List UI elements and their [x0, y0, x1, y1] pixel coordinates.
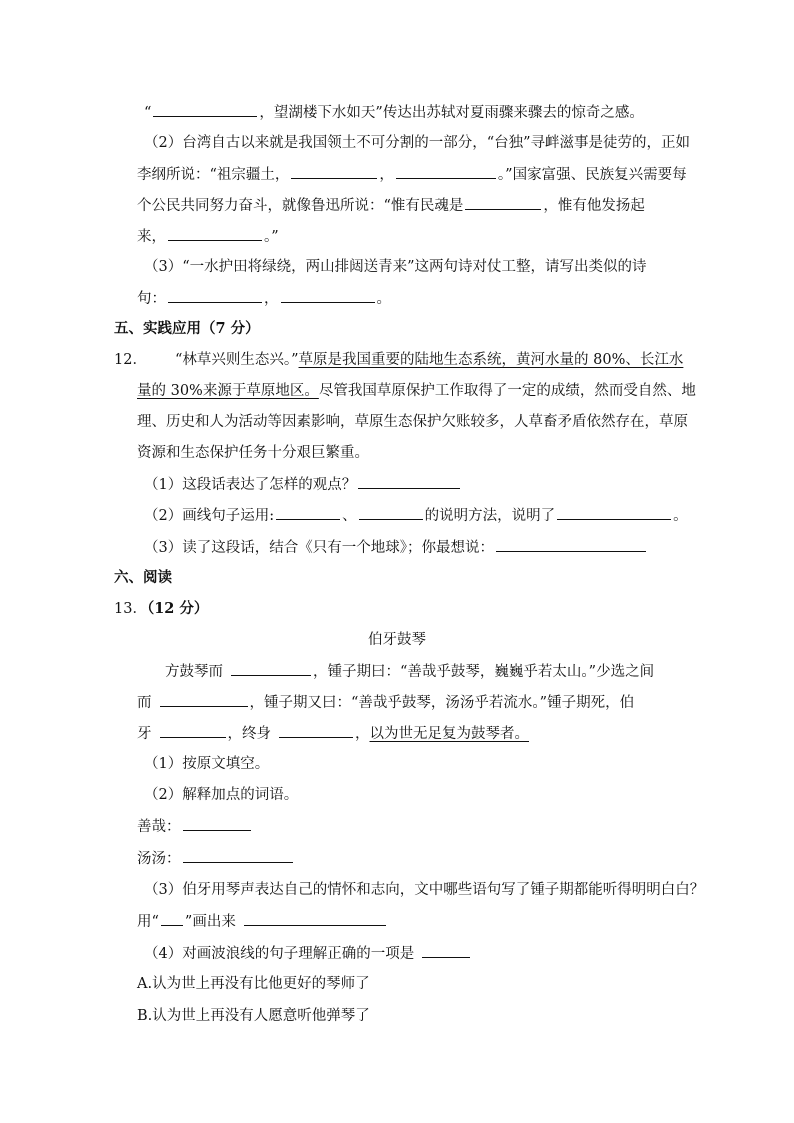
- passage-title: 伯牙鼓琴: [368, 632, 426, 648]
- text: “林草兴则生态兴。”: [174, 352, 299, 368]
- answer-blank[interactable]: [291, 164, 377, 179]
- q11-p2-line-3: [137, 195, 645, 216]
- text: ，望湖楼下水如天”传达出苏轼对夏雨骤来骤去的惊奇之感。: [259, 105, 644, 121]
- text: ，: [264, 291, 279, 307]
- question-number: 12．: [114, 352, 147, 368]
- q12-line-2: [137, 381, 696, 401]
- text: 用“: [137, 914, 159, 930]
- text: 。: [376, 291, 391, 307]
- underlined-sentence: 草原是我国重要的陆地生态系统，黄河水量的 80%、长江水: [298, 352, 684, 368]
- text: 个公民共同努力奋斗，就像鲁迅所说：“惟有民魂是: [137, 198, 464, 214]
- q13-header: [114, 599, 208, 619]
- answer-blank[interactable]: [422, 943, 470, 958]
- answer-blank[interactable]: [557, 505, 671, 520]
- text: （1）这段话表达了怎样的观点？: [144, 477, 357, 493]
- answer-blank[interactable]: [231, 661, 311, 676]
- q13-word-1: [137, 816, 253, 837]
- answer-blank[interactable]: [183, 816, 251, 831]
- q12-line-1: [114, 350, 683, 370]
- passage-line-1: [165, 661, 654, 682]
- mark-symbol-blank: [161, 911, 183, 926]
- q11-p2-line-4: [137, 226, 279, 247]
- text: ，: [355, 726, 370, 742]
- q11-p3-line-1: （3）“一水护田将绿绕，两山排闼送青来”这两句诗对仗工整，请写出类似的诗: [144, 259, 647, 275]
- answer-blank[interactable]: [496, 537, 646, 552]
- text: 善哉：: [137, 819, 181, 835]
- text: 的说明方法，说明了: [424, 508, 556, 524]
- q13-option-b[interactable]: B.认为世上再没有人愿意听他弹琴了: [137, 1008, 370, 1024]
- q13-sub-1: （1）按原文填空。: [144, 756, 270, 772]
- q13-sub-3-line-1: （3）伯牙用琴声表达自己的情怀和志向，文中哪些语句写了锺子期都能听得明明白白？: [144, 882, 705, 898]
- text: 、: [342, 508, 357, 524]
- text: 。”: [264, 229, 279, 245]
- text: （4）对画波浪线的句子理解正确的一项是: [144, 946, 415, 962]
- text: 汤汤：: [137, 851, 181, 867]
- answer-blank[interactable]: [358, 474, 460, 489]
- answer-blank[interactable]: [279, 723, 353, 738]
- text: ，惟有他发扬起: [543, 198, 645, 214]
- text: ，锺子期又曰：“善哉乎鼓琴，汤汤乎若流水。”锺子期死，伯: [249, 695, 635, 711]
- answer-blank[interactable]: [168, 226, 262, 241]
- answer-blank[interactable]: [168, 288, 262, 303]
- q13-option-a[interactable]: A.认为世上再没有比他更好的琴师了: [137, 976, 370, 992]
- answer-blank[interactable]: [281, 288, 375, 303]
- text: ”画出来: [184, 914, 236, 930]
- q12-sub-1: [144, 474, 462, 495]
- text: 牙: [137, 726, 152, 742]
- q12-line-4: 资源和生态保护任务十分艰巨繁重。: [137, 445, 369, 461]
- q12-line-3: 理、历史和人为活动等因素影响，草原生态保护欠账较多，人草畜矛盾依然存在，草原: [137, 414, 688, 430]
- text: ，锺子期曰：“善哉乎鼓琴，巍巍乎若太山。”少选之间: [313, 664, 655, 680]
- score: （12 分）: [146, 600, 209, 617]
- q12-sub-3: [144, 537, 648, 558]
- text: 来，: [137, 229, 166, 245]
- text: ，: [379, 167, 394, 183]
- answer-blank[interactable]: [465, 195, 541, 210]
- text: 。: [673, 508, 688, 524]
- q11-p3-line-2: [137, 288, 391, 309]
- answer-blank[interactable]: [160, 723, 226, 738]
- text: （3）读了这段话，结合《只有一个地球》；你最想说：: [144, 540, 494, 556]
- q11-line-1: [144, 102, 644, 123]
- text: 方鼓琴而: [165, 664, 223, 680]
- text: 尽管我国草原保护工作取得了一定的成绩，然而受自然、地: [318, 383, 696, 399]
- answer-blank[interactable]: [244, 911, 386, 926]
- passage-line-3: [137, 723, 529, 744]
- text: “: [144, 105, 152, 121]
- q12-sub-2: [144, 505, 688, 526]
- question-number: 13．: [114, 601, 147, 617]
- answer-blank[interactable]: [276, 505, 340, 520]
- q13-sub-4: [144, 943, 472, 964]
- answer-blank[interactable]: [183, 848, 293, 863]
- q13-sub-3-line-2: [137, 911, 388, 932]
- text: ，终身: [227, 726, 271, 742]
- answer-blank[interactable]: [396, 164, 496, 179]
- text: （2）画线句子运用:: [144, 508, 275, 524]
- wavy-underlined-sentence: 以为世无足复为鼓琴者。: [369, 726, 529, 742]
- answer-blank[interactable]: [359, 505, 423, 520]
- underlined-sentence: 量的 30%来源于草原地区。: [137, 383, 319, 399]
- q11-p2-line-1: （2）台湾自古以来就是我国领土不可分割的一部分，“台独”寻衅滋事是徒劳的，正如: [144, 135, 691, 151]
- q13-word-2: [137, 848, 295, 869]
- answer-blank[interactable]: [160, 692, 248, 707]
- q13-sub-2: （2）解释加点的词语。: [144, 787, 299, 803]
- answer-blank[interactable]: [153, 102, 257, 117]
- section-heading-6: 六、阅读: [114, 569, 172, 586]
- text: 句：: [137, 291, 166, 307]
- passage-line-2: [137, 692, 634, 713]
- text: 。”国家富强、民族复兴需要每: [497, 167, 687, 183]
- text: 而: [137, 695, 152, 711]
- section-heading-5: 五、实践应用（7 分）: [114, 320, 260, 337]
- q11-p2-line-2: [137, 164, 687, 185]
- text: 李纲所说：“祖宗疆土，: [137, 167, 290, 183]
